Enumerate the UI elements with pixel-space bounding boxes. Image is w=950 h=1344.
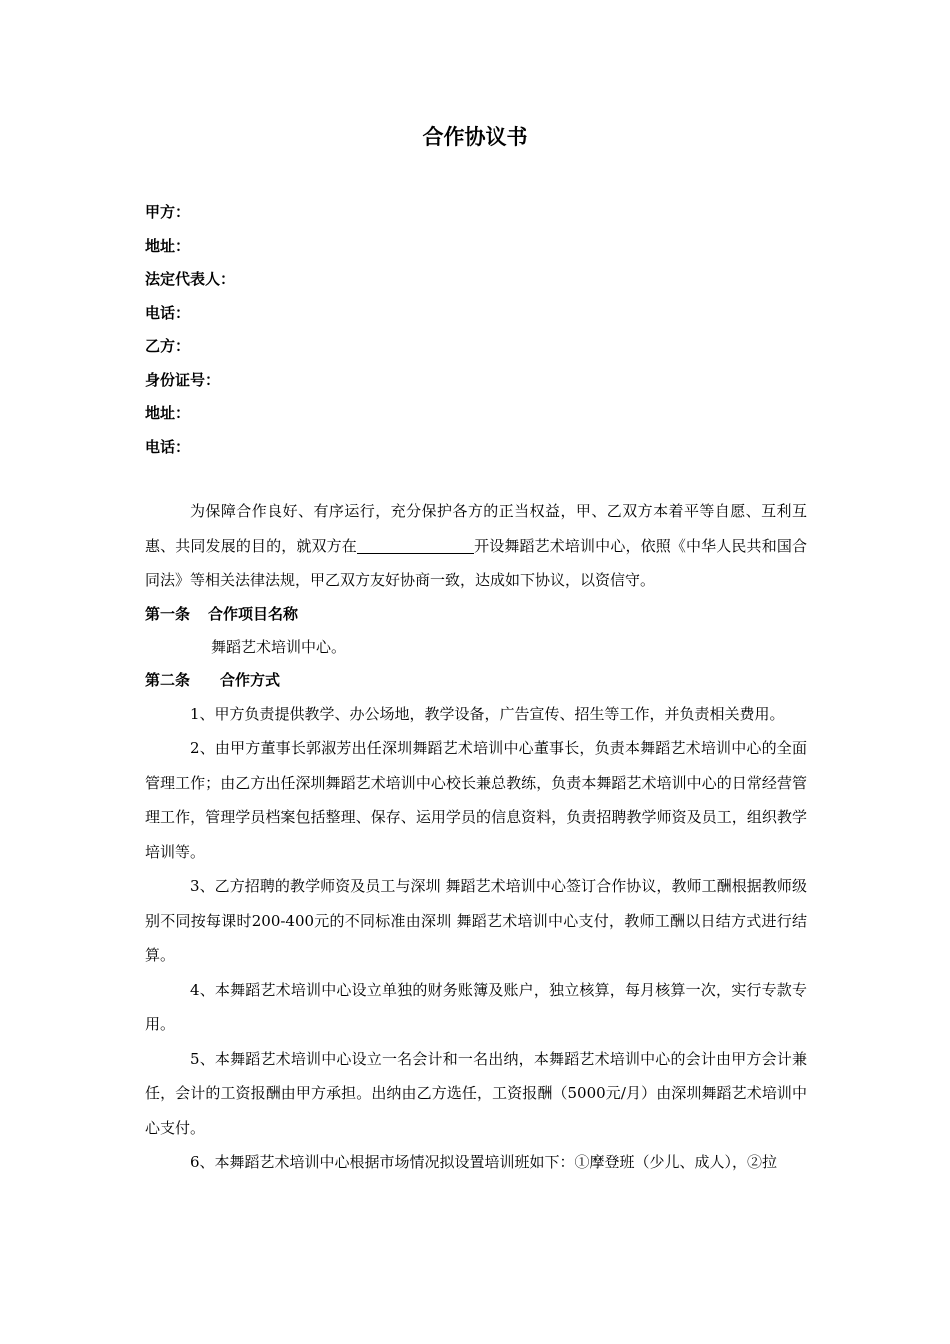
clause-2: 2、由甲方董事长郭淑芳出任深圳舞蹈艺术培训中心董事长，负责本舞蹈艺术培训中心的全面管理工作；由乙方出任深圳舞蹈艺术培训中心校长兼总教练，负责本舞蹈艺术培训中心的日常经营管理工作，管理学员档案包括整理、保存、运用学员的信息资料，负责招聘教学师资及员工，组织教学培训等。 [145, 739, 807, 861]
article-1-title: 合作项目名称 [208, 604, 299, 623]
intro-text-after-blank: 开设舞蹈艺术培训中心，依照《中华人民共和国合同法》等相关法律法规，甲乙双方友好协商一致，达成如下协议，以资信守。 [145, 536, 807, 589]
clause-5: 5、本舞蹈艺术培训中心设立一名会计和一名出纳，本舞蹈艺术培训中心的会计由甲方会计兼任，会计的工资报酬由甲方承担。出纳由乙方选任，工资报酬（5000元/月）由深圳舞蹈艺术培训中心支付。 [145, 1049, 807, 1137]
party-a-address-label: 地址： [145, 236, 191, 255]
article-1-content: 舞蹈艺术培训中心。 [211, 637, 347, 656]
article-2-number: 第二条 [145, 670, 191, 689]
article-1-heading [145, 598, 807, 631]
party-b-phone-label: 电话： [145, 437, 191, 456]
page-title: 合作协议书 [422, 125, 528, 149]
party-b-id-number-label: 身份证号： [145, 370, 221, 389]
clause-3: 3、乙方招聘的教学师资及员工与深圳 舞蹈艺术培训中心签订合作协议，教师工酬根据教师级别不同按每课时200-400元的不同标准由深圳 舞蹈艺术培训中心支付，教师工酬以日结方式进行结算。 [145, 877, 807, 964]
article-2-title: 合作方式 [220, 670, 281, 689]
clause-1: 1、甲方负责提供教学、办公场地，教学设备，广告宣传、招生等工作，并负责相关费用。 [190, 704, 785, 723]
party-info-block [145, 198, 805, 466]
clause-6: 6、本舞蹈艺术培训中心根据市场情况拟设置培训班如下：①摩登班（少儿、成人），②拉 [190, 1153, 778, 1171]
location-blank-line [357, 537, 474, 554]
party-a-phone-label: 电话： [145, 303, 191, 322]
article-1-number: 第一条 [145, 604, 191, 623]
party-a-label: 甲方： [145, 203, 191, 221]
party-b-address-label: 地址： [145, 404, 191, 422]
intro-text-before-blank: 为保障合作良好、有序运行，充分保护各方的正当权益，甲、乙双方本着平等自愿、互利互惠、共同发展的目的，就双方在 [145, 502, 807, 555]
agreement-body [145, 494, 807, 1180]
clause-4: 4、本舞蹈艺术培训中心设立单独的财务账簿及账户，独立核算，每月核算一次，实行专款专用。 [145, 980, 807, 1033]
intro-paragraph [145, 494, 807, 598]
party-b-label: 乙方： [145, 337, 191, 355]
article-2-heading [145, 664, 807, 697]
party-a-legal-rep-label: 法定代表人： [145, 270, 236, 288]
